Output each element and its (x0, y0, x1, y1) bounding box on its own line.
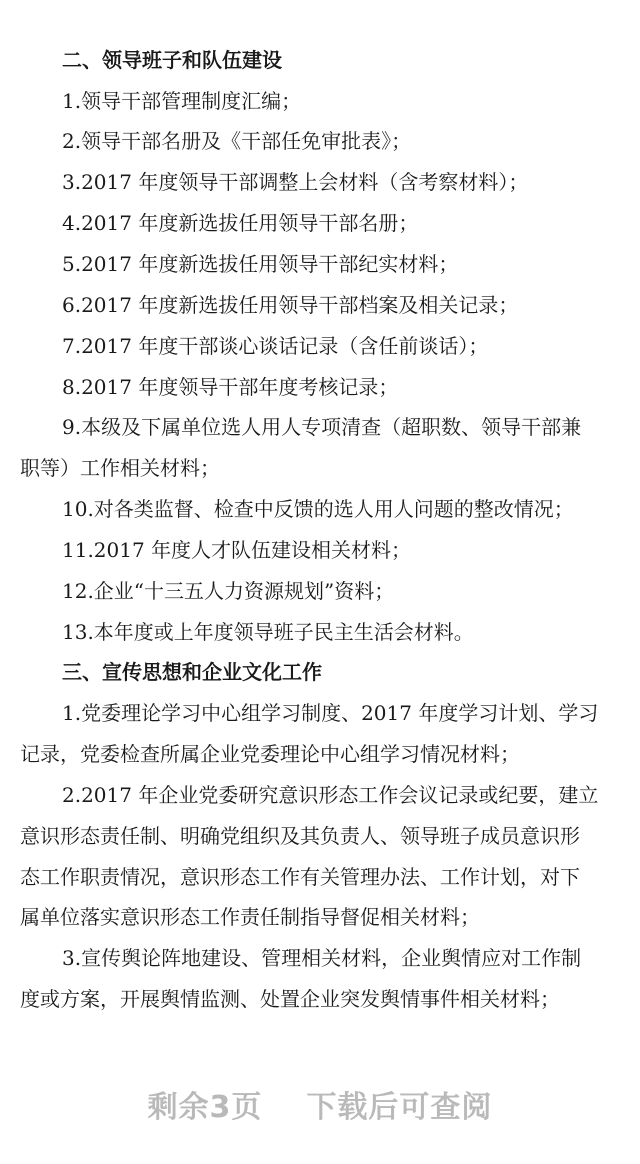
list-item: 2.2017 年企业党委研究意识形态工作会议记录或纪要，建立 (62, 783, 599, 807)
list-item: 3.2017 年度领导干部调整上会材料（含考察材料）； (62, 170, 529, 194)
list-item: 13.本年度或上年度领导班子民主生活会材料。 (62, 620, 474, 644)
list-item-continuation: 属单位落实意识形态工作责任制指导督促相关材料； (20, 905, 480, 929)
list-item: 10.对各类监督、检查中反馈的选人用人问题的整改情况； (62, 497, 574, 521)
list-item: 6.2017 年度新选拔任用领导干部档案及相关记录； (62, 293, 519, 317)
list-item: 7.2017 年度干部谈心谈话记录（含任前谈话）； (62, 334, 489, 358)
list-item-continuation: 意识形态责任制、明确党组织及其负责人、领导班子成员意识形 (20, 824, 580, 848)
list-item: 4.2017 年度新选拔任用领导干部名册； (62, 211, 419, 235)
list-item-continuation: 职等）工作相关材料； (20, 456, 220, 480)
list-item: 2.领导干部名册及《干部任免审批表》； (62, 129, 412, 153)
download-banner[interactable] (0, 1082, 640, 1126)
list-item: 8.2017 年度领导干部年度考核记录； (62, 375, 399, 399)
download-prompt-label[interactable]: 下载后可查阅 (306, 1090, 493, 1125)
list-item: 11.2017 年度人才队伍建设相关材料； (62, 538, 412, 562)
list-item: 1.领导干部管理制度汇编； (62, 89, 302, 113)
list-item-continuation: 态工作职责情况，意识形态工作有关管理办法、工作计划，对下 (20, 865, 580, 889)
list-item: 1.党委理论学习中心组学习制度、2017 年度学习计划、学习 (62, 701, 599, 725)
section-heading: 二、领导班子和队伍建设 (62, 48, 282, 72)
list-item: 12.企业“十三五人力资源规划”资料； (62, 579, 395, 603)
list-item: 5.2017 年度新选拔任用领导干部纪实材料； (62, 252, 459, 276)
list-item: 9.本级及下属单位选人用人专项清查（超职数、领导干部兼 (62, 415, 582, 439)
list-item: 3.宣传舆论阵地建设、管理相关材料，企业舆情应对工作制 (62, 946, 582, 970)
list-item-continuation: 度或方案，开展舆情监测、处置企业突发舆情事件相关材料； (20, 987, 560, 1011)
section-heading: 三、宣传思想和企业文化工作 (62, 660, 322, 684)
remaining-pages-label: 剩余3页 (147, 1090, 263, 1125)
list-item-continuation: 记录，党委检查所属企业党委理论中心组学习情况材料； (20, 742, 520, 766)
